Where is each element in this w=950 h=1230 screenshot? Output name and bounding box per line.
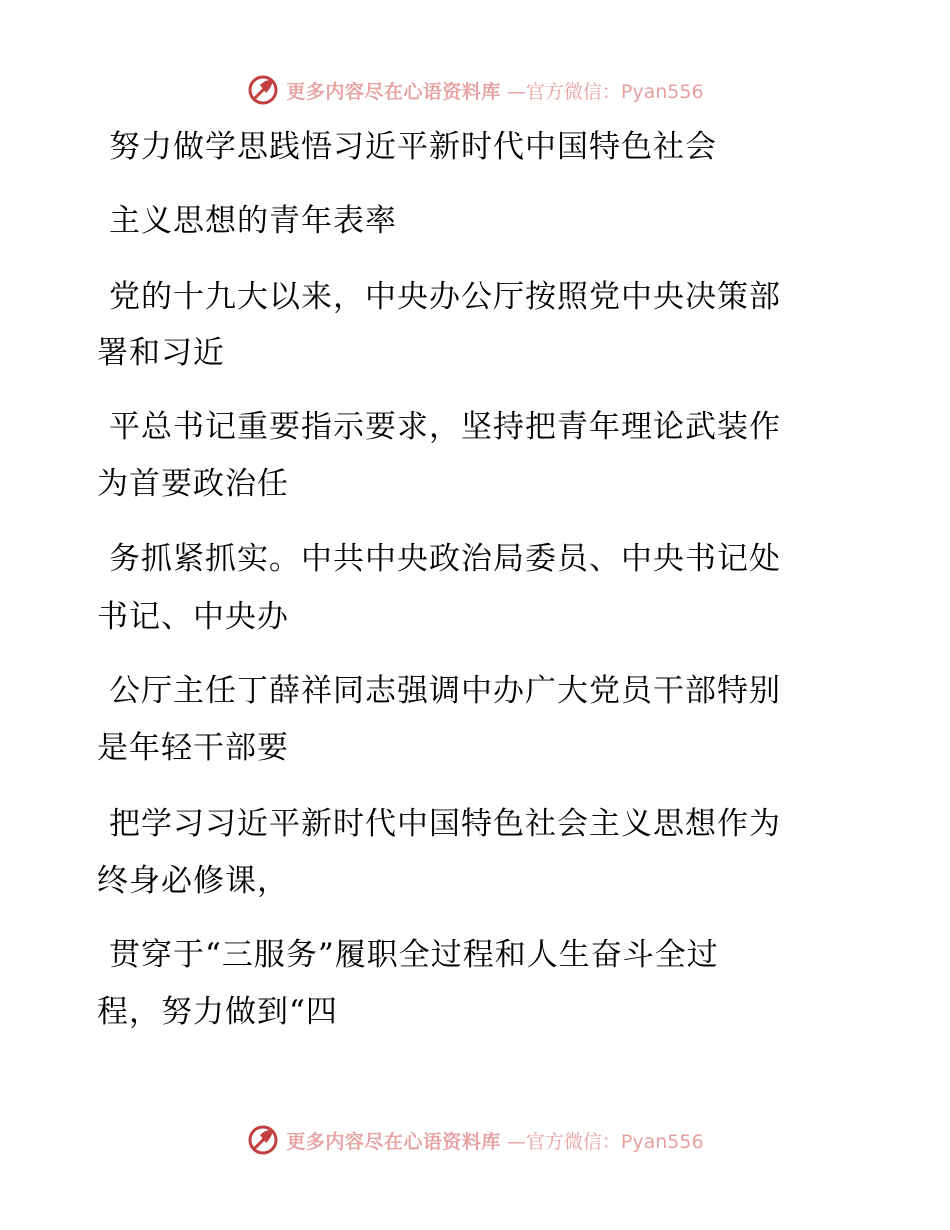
feather-pen-logo-icon xyxy=(246,1123,280,1157)
watermark-wechat: —官方微信：Pyan556 xyxy=(506,80,704,103)
text-line: 贯穿于“三服务”履职全过程和人生奋斗全过 xyxy=(109,937,719,973)
text-line: 书记、中央办 xyxy=(97,599,289,635)
text-line: 署和习近 xyxy=(97,335,225,371)
feather-pen-logo-icon xyxy=(246,73,280,107)
text-line: 党的十九大以来，中央办公厅按照党中央决策部 xyxy=(109,279,781,315)
footer-watermark xyxy=(0,1120,950,1160)
text-line: 务抓紧抓实。中共中央政治局委员、中央书记处 xyxy=(109,541,781,577)
watermark-wechat: —官方微信：Pyan556 xyxy=(506,1130,704,1153)
watermark-text: 更多内容尽在心语资料库 xyxy=(286,1130,501,1153)
watermark-text: 更多内容尽在心语资料库 xyxy=(286,80,501,103)
text-line: 终身必修课， xyxy=(97,863,289,899)
text-line: 努力做学思践悟习近平新时代中国特色社会 xyxy=(109,129,717,165)
text-line: 是年轻干部要 xyxy=(97,730,289,766)
text-line: 程，努力做到“四 xyxy=(97,994,338,1030)
text-line: 为首要政治任 xyxy=(97,466,289,502)
text-line: 主义思想的青年表率 xyxy=(109,203,397,239)
text-line: 把学习习近平新时代中国特色社会主义思想作为 xyxy=(109,806,781,842)
text-line: 公厅主任丁薛祥同志强调中办广大党员干部特别 xyxy=(109,673,781,709)
header-watermark xyxy=(0,70,950,110)
text-line: 平总书记重要指示要求，坚持把青年理论武装作 xyxy=(109,409,781,445)
